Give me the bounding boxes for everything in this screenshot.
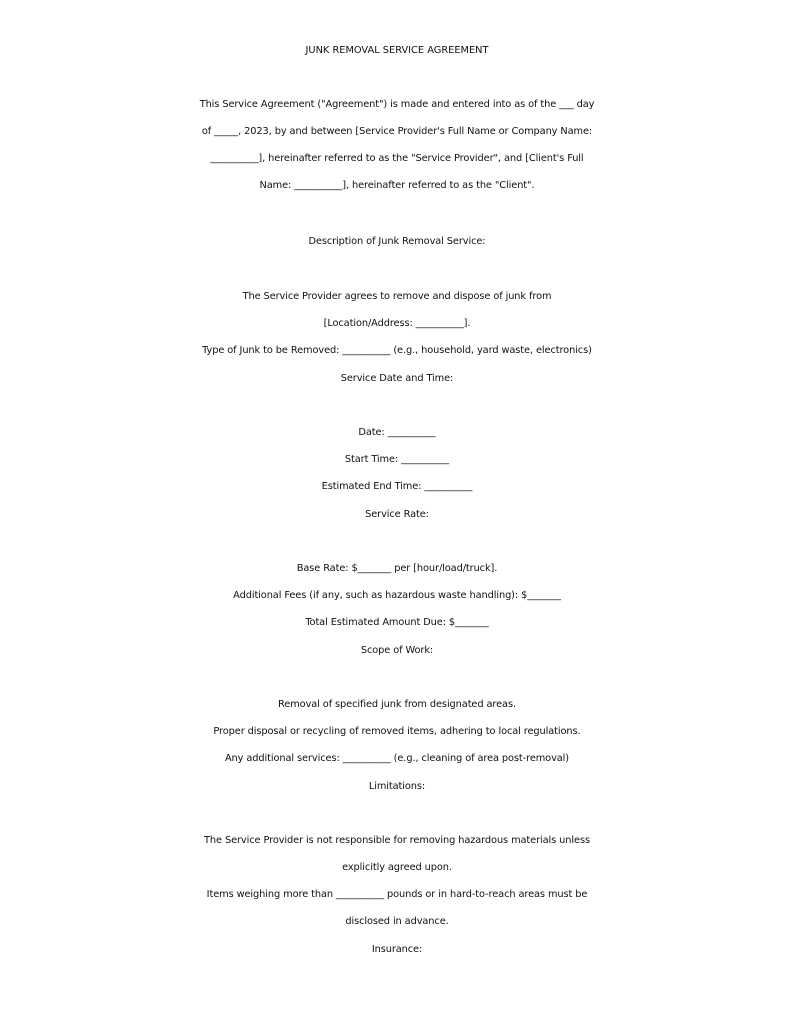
limitations-line-2: explicitly agreed upon. (342, 862, 452, 873)
document-title: JUNK REMOVAL SERVICE AGREEMENT (305, 45, 489, 56)
service-rate-heading: Service Rate: (365, 509, 429, 520)
additional-fees-line: Additional Fees (if any, such as hazardous waste handling): $_______ (233, 590, 561, 601)
limitations-line-1: The Service Provider is not responsible for removing hazardous materials unless (204, 835, 590, 846)
scope-line-1: Removal of specified junk from designated areas. (278, 699, 516, 710)
scope-line-3: Any additional services: __________ (e.g., cleaning of area post-removal) (224, 753, 570, 764)
description-line-3: Type of Junk to be Removed: __________ (e.g., household, yard waste, electronics) (202, 345, 592, 356)
limitations-heading: Limitations: (368, 781, 426, 792)
total-amount-line: Total Estimated Amount Due: $_______ (305, 617, 489, 628)
description-heading: Description of Junk Removal Service: (308, 236, 486, 247)
service-date-heading: Service Date and Time: (340, 373, 454, 384)
start-time-line: Start Time: __________ (344, 454, 450, 465)
base-rate-line: Base Rate: $_______ per [hour/load/truck]. (296, 563, 498, 574)
scope-line-2: Proper disposal or recycling of removed items, adhering to local regulations. (213, 726, 581, 737)
insurance-heading: Insurance: (371, 944, 423, 955)
intro-line-4: Name: __________], hereinafter referred to as the "Client". (259, 180, 535, 191)
scope-heading: Scope of Work: (360, 645, 434, 656)
date-line: Date: __________ (358, 427, 436, 438)
limitations-line-4: disclosed in advance. (345, 916, 449, 927)
intro-line-1: This Service Agreement ("Agreement") is made and entered into as of the ___ day (199, 99, 595, 110)
intro-line-3: __________], hereinafter referred to as the "Service Provider", and [Client's Full (210, 153, 584, 164)
description-line-1: The Service Provider agrees to remove and dispose of junk from (242, 291, 552, 302)
end-time-line: Estimated End Time: __________ (321, 481, 473, 492)
intro-line-2: of _____, 2023, by and between [Service Provider's Full Name or Company Name: (201, 126, 593, 137)
description-line-2: [Location/Address: __________]. (323, 318, 471, 329)
limitations-line-3: Items weighing more than __________ pounds or in hard-to-reach areas must be (206, 889, 588, 900)
